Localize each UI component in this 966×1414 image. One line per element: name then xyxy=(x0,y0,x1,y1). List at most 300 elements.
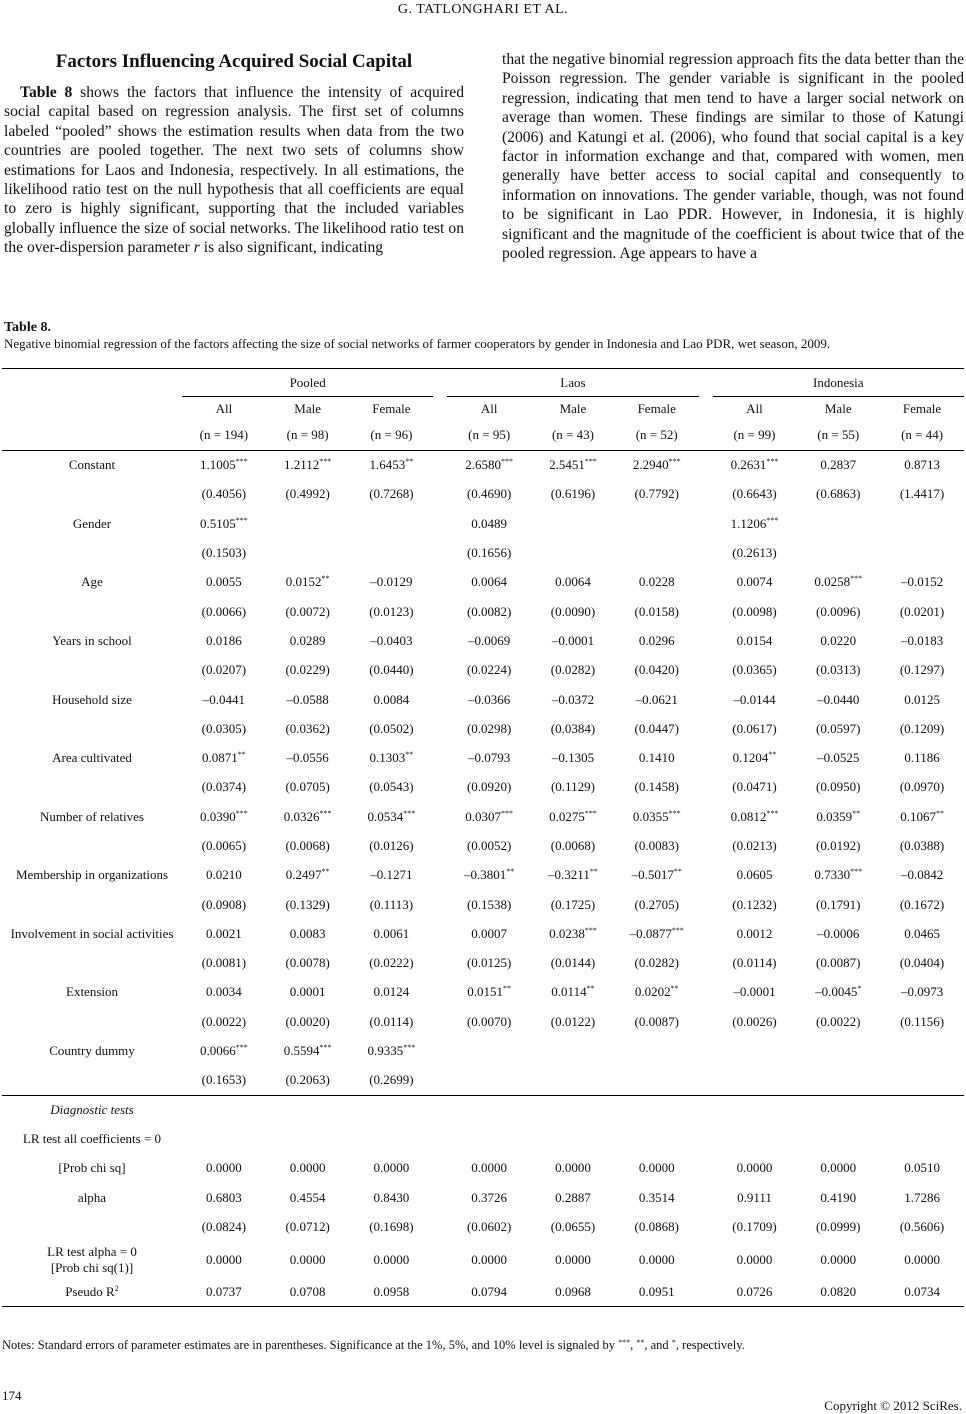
value-cell: (0.0908) xyxy=(201,896,247,912)
row-label xyxy=(2,949,182,978)
value-cell: (0.2705) xyxy=(634,896,679,912)
value-cell: (0.1329) xyxy=(285,896,330,912)
param-r: r xyxy=(193,239,200,257)
value-cell: (0.0068) xyxy=(550,838,596,853)
value-cell: 0.0489 xyxy=(471,515,508,531)
value-cell: (0.0374) xyxy=(201,779,247,795)
value-cell: 0.0001 xyxy=(289,984,326,1000)
value-cell: (0.0597) xyxy=(816,720,861,736)
paragraph-1 xyxy=(4,83,464,258)
diag-value-cell: 0.0000 xyxy=(206,1160,242,1176)
row-label: Household size xyxy=(52,691,132,707)
value-cell: –0.0877*** xyxy=(629,925,684,941)
table-row xyxy=(2,831,964,860)
value-cell: 0.0296 xyxy=(638,632,675,648)
diag-value-cell: 0.8430 xyxy=(373,1189,410,1205)
value-cell: (0.0543) xyxy=(369,779,414,795)
value-cell: (0.1209) xyxy=(899,720,945,736)
value-cell: 0.0210 xyxy=(206,867,242,883)
table-row xyxy=(2,890,964,919)
value-cell: 0.0812*** xyxy=(730,808,779,824)
value-cell: 1.1005*** xyxy=(200,457,248,473)
value-cell: 0.0202** xyxy=(634,984,679,1000)
diag-value-cell: (0.0712) xyxy=(285,1218,330,1234)
value-cell xyxy=(880,1066,964,1095)
diag-value-cell: 0.0510 xyxy=(904,1160,940,1176)
table-row xyxy=(2,743,964,772)
value-cell: 0.0012 xyxy=(736,925,773,941)
value-cell: (0.2613) xyxy=(732,545,777,561)
row-label xyxy=(2,714,182,743)
value-cell: 0.0064 xyxy=(555,574,591,590)
value-cell: –0.0006 xyxy=(817,925,860,941)
diag-value-cell: 0.0726 xyxy=(713,1278,797,1307)
value-cell: (0.0081) xyxy=(201,955,247,971)
value-cell: (0.0144) xyxy=(550,955,596,971)
value-cell: 0.0465 xyxy=(904,925,940,941)
table-row xyxy=(2,714,964,743)
diag-value-cell: 0.4190 xyxy=(820,1189,857,1205)
table-subheader xyxy=(2,397,964,421)
value-cell xyxy=(796,1036,880,1065)
diag-value-cell: 0.0951 xyxy=(615,1278,699,1307)
value-cell xyxy=(531,1066,615,1095)
n-cell: (n = 194) xyxy=(182,421,266,451)
diag-value-cell: 0.0000 xyxy=(373,1251,410,1267)
value-cell: (0.4056) xyxy=(201,486,247,502)
table-ref[interactable]: Table 8 xyxy=(20,84,73,101)
value-cell: (0.6643) xyxy=(732,486,777,502)
value-cell: 0.0152** xyxy=(285,574,330,590)
row-label xyxy=(2,773,182,802)
n-cell: (n = 44) xyxy=(880,421,964,451)
value-cell: –0.0144 xyxy=(733,691,776,707)
row-label: Age xyxy=(81,574,103,590)
value-cell: (0.1656) xyxy=(466,545,512,561)
value-cell: –0.3801** xyxy=(464,867,515,883)
diag-value-cell: 0.0000 xyxy=(638,1160,675,1176)
value-cell: –0.0556 xyxy=(286,750,329,766)
value-cell: (0.0502) xyxy=(369,720,414,736)
value-cell: 0.0066*** xyxy=(200,1043,248,1059)
diag-value-cell: (0.0655) xyxy=(550,1218,596,1234)
value-cell: (0.0066) xyxy=(201,603,247,619)
value-cell: (0.0705) xyxy=(285,779,330,795)
value-cell: 0.0061 xyxy=(373,925,410,941)
diag-value-cell: 0.9111 xyxy=(737,1189,772,1205)
diag-value-cell: 0.0000 xyxy=(736,1160,773,1176)
n-cell: (n = 96) xyxy=(350,421,434,451)
table-row xyxy=(2,509,964,538)
value-cell: (0.1458) xyxy=(634,779,679,795)
value-cell xyxy=(531,509,615,538)
value-cell: (0.0020) xyxy=(285,1013,330,1029)
row-label: Extension xyxy=(66,984,118,1000)
diag-value-cell: 0.0000 xyxy=(555,1160,591,1176)
value-cell: 1.1206*** xyxy=(730,515,779,531)
value-cell: 0.0326*** xyxy=(283,808,332,824)
value-cell: –0.1271 xyxy=(370,867,413,883)
value-cell xyxy=(796,538,880,567)
value-cell xyxy=(447,1066,531,1095)
diag-value-cell: 0.6803 xyxy=(206,1189,242,1205)
diag-value-cell: (0.5606) xyxy=(899,1218,945,1234)
table-row xyxy=(2,685,964,714)
value-cell xyxy=(447,1036,531,1065)
value-cell: (0.0070) xyxy=(466,1013,512,1029)
diag-value-cell: 0.0958 xyxy=(350,1278,434,1307)
value-cell: (0.1129) xyxy=(550,779,595,795)
copyright: Copyright © 2012 SciRes. xyxy=(824,1398,962,1413)
n-cell: (n = 55) xyxy=(796,421,880,451)
row-label xyxy=(2,538,182,567)
sig-5pct: ** xyxy=(636,1338,645,1347)
value-cell: 0.0154 xyxy=(736,632,773,648)
value-cell: (0.0404) xyxy=(899,955,945,971)
value-cell: (0.0065) xyxy=(201,838,247,853)
table-row xyxy=(2,949,964,978)
value-cell: (0.0384) xyxy=(550,720,596,736)
value-cell: (0.0087) xyxy=(816,955,861,971)
value-cell: 0.0114** xyxy=(551,984,595,1000)
value-cell: –0.0045* xyxy=(815,984,862,1000)
value-cell xyxy=(350,509,434,538)
table-caption-text: Negative binomial regression of the factors affecting the size of social networks of farmer cooperators by gender in Indonesia and Lao PDR, wet season, 2009. xyxy=(4,336,831,351)
value-cell: (0.1538) xyxy=(466,896,512,912)
value-cell: 2.6580*** xyxy=(465,457,514,473)
table-row xyxy=(2,568,964,597)
row-label xyxy=(2,656,182,685)
diag-value-cell: 0.0000 xyxy=(736,1251,773,1267)
diag-label xyxy=(2,1212,182,1241)
value-cell: –0.5017** xyxy=(631,867,682,883)
value-cell: (0.1791) xyxy=(816,896,861,912)
subheader-cell: Female xyxy=(637,400,676,416)
value-cell xyxy=(880,509,964,538)
table-row xyxy=(2,538,964,567)
value-cell: (0.7268) xyxy=(369,486,414,502)
diag-value-cell: 0.0000 xyxy=(373,1160,410,1176)
value-cell: –0.0366 xyxy=(468,691,511,707)
n-cell: (n = 98) xyxy=(266,421,350,451)
diag-value-cell: 0.3514 xyxy=(638,1189,675,1205)
row-label: Years in school xyxy=(52,632,132,648)
value-cell: (0.0072) xyxy=(285,603,330,619)
value-cell: (0.0447) xyxy=(634,720,679,736)
value-cell: (0.0123) xyxy=(369,603,414,619)
value-cell: (0.0471) xyxy=(732,779,777,795)
value-cell: –0.0621 xyxy=(635,691,678,707)
value-cell: 0.2837 xyxy=(820,457,857,473)
value-cell: (0.0207) xyxy=(201,662,247,678)
diag-value-cell: 0.0737 xyxy=(182,1278,266,1307)
value-cell: 0.0021 xyxy=(206,925,242,941)
value-cell xyxy=(350,538,434,567)
value-cell: 0.0084 xyxy=(373,691,410,707)
diag-value-cell: (0.1709) xyxy=(732,1218,777,1234)
row-label: Area cultivated xyxy=(52,750,132,766)
value-cell: (0.1297) xyxy=(899,662,945,678)
row-label xyxy=(2,831,182,860)
subheader-cell: Male xyxy=(559,400,587,416)
value-cell: 0.1410 xyxy=(638,750,675,766)
value-cell: –0.0440 xyxy=(817,691,860,707)
table-row xyxy=(2,1036,964,1065)
diagnostic-row xyxy=(2,1278,964,1307)
value-cell xyxy=(531,1036,615,1065)
diag-label: alpha xyxy=(77,1189,107,1205)
diag-value-cell: 0.0000 xyxy=(471,1160,508,1176)
value-cell: (0.0282) xyxy=(634,955,679,971)
value-cell: (0.0125) xyxy=(466,955,512,971)
value-cell: (0.0298) xyxy=(466,720,512,736)
table-row xyxy=(2,480,964,509)
value-cell: (0.0192) xyxy=(816,838,861,853)
value-cell: (0.1503) xyxy=(201,545,247,561)
value-cell: (0.0440) xyxy=(369,662,414,678)
value-cell: (0.1672) xyxy=(899,896,945,912)
diag-value-cell: 0.0734 xyxy=(880,1278,964,1307)
value-cell: (0.0026) xyxy=(732,1013,777,1029)
value-cell xyxy=(266,509,350,538)
row-label: Gender xyxy=(72,515,112,531)
value-cell: (0.0052) xyxy=(466,838,512,853)
table-row xyxy=(2,597,964,626)
row-label xyxy=(2,890,182,919)
value-cell: 0.8713 xyxy=(904,457,940,473)
value-cell: 0.7330*** xyxy=(814,867,863,883)
value-cell: (0.0090) xyxy=(550,603,596,619)
diag-value-cell: 0.0000 xyxy=(289,1160,326,1176)
value-cell: (0.0970) xyxy=(899,779,945,795)
value-cell: (0.0158) xyxy=(634,603,679,619)
value-cell: (0.0114) xyxy=(369,1013,414,1029)
n-cell: (n = 43) xyxy=(531,421,615,451)
value-cell: 0.1186 xyxy=(904,750,940,766)
subheader-cell: All xyxy=(480,400,498,416)
value-cell: (0.0096) xyxy=(816,603,861,619)
diag-value-cell: (0.1698) xyxy=(369,1218,414,1234)
value-cell: –0.1305 xyxy=(551,750,595,766)
diag-value-cell: 1.7286 xyxy=(904,1189,940,1205)
group-header-laos: Laos xyxy=(447,369,698,397)
value-cell xyxy=(796,509,880,538)
table-label: Table 8. xyxy=(4,320,51,335)
diag-value-cell xyxy=(182,1124,266,1153)
value-cell: (0.0362) xyxy=(285,720,330,736)
diagnostic-row xyxy=(2,1212,964,1241)
value-cell: –0.0793 xyxy=(468,750,511,766)
diagnostics-row xyxy=(2,1095,964,1124)
n-cell: (n = 99) xyxy=(713,421,797,451)
subheader-cell: Female xyxy=(372,400,411,416)
diagnostic-row xyxy=(2,1183,964,1212)
diag-value-cell: 0.0708 xyxy=(266,1278,350,1307)
value-cell: 0.0238*** xyxy=(549,925,597,941)
row-label: Country dummy xyxy=(49,1043,135,1059)
value-cell: (0.0114) xyxy=(732,955,777,971)
diag-value-cell xyxy=(531,1124,615,1153)
diag-value-cell: 0.0000 xyxy=(638,1251,675,1267)
value-cell: 0.0275*** xyxy=(549,808,597,824)
row-label: Constant xyxy=(68,457,116,473)
value-cell: 0.0534*** xyxy=(367,808,416,824)
value-cell: 0.0871** xyxy=(202,750,246,766)
value-cell: (0.7792) xyxy=(634,486,679,502)
value-cell: (0.0022) xyxy=(201,1013,247,1029)
value-cell: 0.0125 xyxy=(904,691,940,707)
row-label: Membership in organizations xyxy=(15,867,169,883)
value-cell xyxy=(796,1066,880,1095)
subheader-cell: All xyxy=(746,400,763,416)
diag-value-cell: 0.0000 xyxy=(206,1251,242,1267)
subheader-cell: All xyxy=(215,400,233,416)
value-cell: –0.0152 xyxy=(900,574,944,590)
group-header-indonesia: Indonesia xyxy=(713,369,964,397)
value-cell: (0.0078) xyxy=(285,955,330,971)
diag-value-cell xyxy=(880,1124,964,1153)
value-cell: (0.0201) xyxy=(899,603,945,619)
group-header-pooled: Pooled xyxy=(182,369,433,397)
value-cell: 0.0034 xyxy=(206,984,242,1000)
row-label xyxy=(2,1066,182,1095)
value-cell: 0.0258*** xyxy=(814,574,863,590)
value-cell xyxy=(880,538,964,567)
value-cell: (0.0082) xyxy=(466,603,512,619)
diag-value-cell xyxy=(796,1124,880,1153)
value-cell: 0.2631*** xyxy=(730,457,779,473)
value-cell: (0.0313) xyxy=(816,662,861,678)
value-cell: (0.1232) xyxy=(732,896,777,912)
diag-value-cell: 0.0968 xyxy=(531,1278,615,1307)
table-row xyxy=(2,451,964,480)
diag-value-cell: 0.0000 xyxy=(289,1251,326,1267)
diag-value-cell: (0.0824) xyxy=(201,1218,247,1234)
value-cell: (0.6196) xyxy=(550,486,596,502)
diag-value-cell: 0.0820 xyxy=(796,1278,880,1307)
value-cell: (0.1653) xyxy=(182,1066,266,1095)
section-title: Factors Influencing Acquired Social Capital xyxy=(55,51,413,72)
table-row xyxy=(2,919,964,948)
diag-value-cell: 0.3726 xyxy=(471,1189,508,1205)
diag-value-cell: (0.0602) xyxy=(466,1218,512,1234)
value-cell: –0.3211** xyxy=(548,867,598,883)
value-cell: –0.0973 xyxy=(900,984,944,1000)
diag-value-cell xyxy=(713,1124,797,1153)
value-cell: 0.0228 xyxy=(638,574,675,590)
value-cell: 0.5594*** xyxy=(283,1043,332,1059)
value-cell: 0.0083 xyxy=(289,925,326,941)
table-row xyxy=(2,773,964,802)
row-label xyxy=(2,597,182,626)
value-cell: (0.4992) xyxy=(285,486,330,502)
diag-value-cell: 0.2887 xyxy=(555,1189,591,1205)
running-head: G. TATLONGHARI ET AL. xyxy=(397,2,569,17)
diag-value-cell: 0.0794 xyxy=(447,1278,531,1307)
diag-label: LR test alpha = 0 [Prob chi sq(1)] xyxy=(47,1243,137,1275)
value-cell: (0.0098) xyxy=(732,603,777,619)
value-cell xyxy=(615,1036,699,1065)
value-cell: 0.0074 xyxy=(736,574,773,590)
value-cell xyxy=(266,538,350,567)
table-caption xyxy=(4,320,964,352)
value-cell: (0.0224) xyxy=(466,662,512,678)
sig-10pct: * xyxy=(671,1338,676,1347)
value-cell: 0.0055 xyxy=(206,574,242,590)
value-cell: 0.0605 xyxy=(736,867,773,883)
value-cell: (0.0213) xyxy=(732,838,777,853)
value-cell: 0.0007 xyxy=(471,925,508,941)
diag-label: LR test all coefficients = 0 xyxy=(22,1130,162,1146)
value-cell: (0.1113) xyxy=(369,896,414,912)
value-cell: (0.1156) xyxy=(900,1013,945,1029)
value-cell: –0.0069 xyxy=(468,632,511,648)
paragraph-1-end: is also significant, indicating xyxy=(199,239,384,257)
value-cell: (0.2063) xyxy=(266,1066,350,1095)
value-cell: 0.0355*** xyxy=(632,808,681,824)
page-number: 174 xyxy=(2,1388,22,1403)
value-cell: 0.0220 xyxy=(820,632,857,648)
value-cell: (0.0282) xyxy=(550,662,596,678)
diag-value-cell xyxy=(350,1124,434,1153)
paragraph-1-text: shows the factors that influence the intensity of acquired social capital based on regression analysis. The first set of columns labeled “pooled” shows the estimation results when data from the two countries are pooled together. The next two sets of columns show estimations for Laos and Indonesia, respectively. In all estimations, the likelihood ratio test on the null hypothesis that all coefficients are equal to zero is highly significant, supporting that the included variables globally influence the size of social networks. The likelihood ratio test on the over-dispersion parameter xyxy=(4,84,464,257)
value-cell: (0.0229) xyxy=(285,662,330,678)
value-cell: (0.1725) xyxy=(550,896,596,912)
row-label: Number of relatives xyxy=(40,808,144,824)
value-cell: 0.1303** xyxy=(369,750,414,766)
value-cell: 0.1204** xyxy=(732,750,777,766)
value-cell: (0.0087) xyxy=(634,1013,679,1029)
value-cell: 0.0307*** xyxy=(465,808,514,824)
value-cell: –0.0441 xyxy=(202,691,245,707)
value-cell: 2.2940*** xyxy=(632,457,681,473)
sig-1pct: *** xyxy=(618,1338,631,1347)
diag-value-cell: (0.0868) xyxy=(634,1218,679,1234)
value-cell: 0.5105*** xyxy=(200,515,248,531)
diag-value-cell xyxy=(447,1124,531,1153)
value-cell: –0.0372 xyxy=(551,691,595,707)
diag-value-cell: 0.0000 xyxy=(555,1251,591,1267)
diag-value-cell xyxy=(266,1124,350,1153)
diag-label: [Prob chi sq] xyxy=(58,1160,126,1176)
n-cell: (n = 52) xyxy=(615,421,699,451)
table-row xyxy=(2,1066,964,1095)
value-cell: 0.2497** xyxy=(285,867,330,883)
subheader-cell: Male xyxy=(294,400,321,416)
table-row xyxy=(2,802,964,831)
value-cell: (0.0420) xyxy=(634,662,679,678)
table-row xyxy=(2,861,964,890)
value-cell: 0.1067** xyxy=(900,808,944,824)
value-cell: –0.0588 xyxy=(286,691,329,707)
value-cell: –0.0001 xyxy=(733,984,776,1000)
table-row xyxy=(2,978,964,1007)
value-cell: 0.0064 xyxy=(471,574,508,590)
value-cell: (0.0083) xyxy=(634,838,679,853)
row-label: Involvement in social activities xyxy=(10,925,174,941)
value-cell: (0.0068) xyxy=(285,838,330,853)
notes-sep: , xyxy=(630,1338,637,1352)
value-cell: (0.0365) xyxy=(732,662,777,678)
diagnostic-row xyxy=(2,1124,964,1153)
value-cell: 0.0289 xyxy=(289,632,326,648)
value-cell: 0.0186 xyxy=(206,632,242,648)
value-cell: –0.0525 xyxy=(817,750,860,766)
value-cell: –0.0129 xyxy=(370,574,413,590)
diag-value-cell xyxy=(615,1124,699,1153)
table-row xyxy=(2,656,964,685)
diag-value-cell: 0.0000 xyxy=(471,1251,508,1267)
